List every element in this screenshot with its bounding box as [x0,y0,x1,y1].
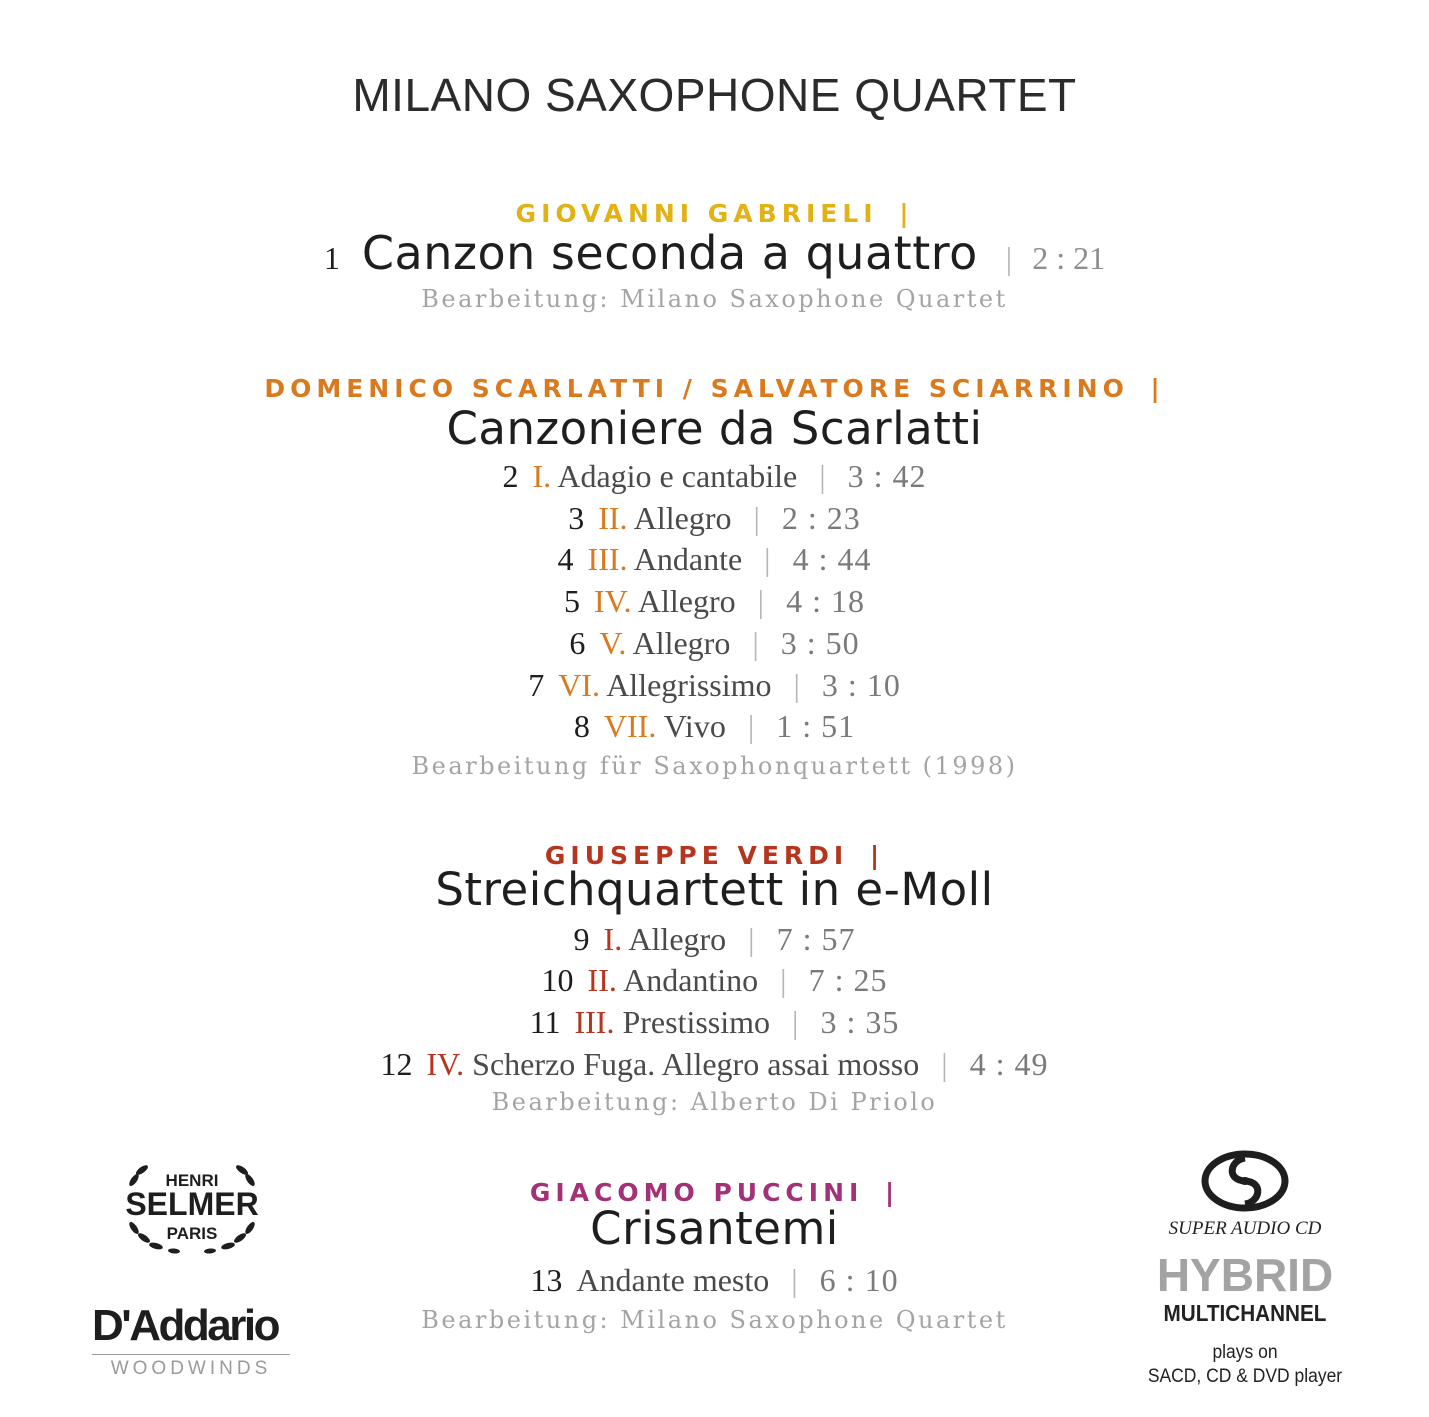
multichannel-label: MULTICHANNEL [1163,1300,1327,1326]
daddario-sub: WOODWINDS [92,1354,290,1380]
track-number: 7 [528,667,545,703]
track-title: Adagio e cantabile [557,458,798,494]
track-12 [0,1046,1429,1083]
track-10 [0,962,1429,999]
track-duration: 3 : 35 [820,1004,900,1040]
track-roman: III. [574,1004,615,1040]
track-number: 9 [573,921,590,957]
track-number: 11 [529,1004,561,1040]
track-3 [0,500,1429,537]
track-title: Canzon seconda a quattro [361,226,978,280]
track-11 [0,1004,1429,1041]
work-title-scarlatti: Canzoniere da Scarlatti [446,402,983,455]
track-separator: | [791,1262,798,1298]
composer-bar: | [1150,374,1165,403]
track-separator: | [819,458,826,494]
track-roman: II. [587,962,617,998]
composer-scarlatti-sciarrino [0,374,1429,403]
track-title: Andante mesto [576,1262,770,1298]
selmer-line2: SELMER [125,1186,259,1222]
track-separator: | [748,921,755,957]
track-duration: 7 : 57 [776,921,856,957]
track-separator: | [941,1046,948,1082]
track-number: 10 [541,962,574,998]
track-separator: | [757,583,765,619]
arrangement-puccini: Bearbeitung: Milano Saxophone Quartet [421,1306,1008,1334]
track-9 [0,921,1429,958]
track-number: 3 [568,500,585,536]
track-roman: II. [598,500,628,536]
track-duration: 6 : 10 [819,1262,899,1298]
album-title: MILANO SAXOPHONE QUARTET [352,69,1077,121]
track-duration: 3 : 50 [780,625,860,661]
composer-name: DOMENICO SCARLATTI / SALVATORE SCIARRINO [264,374,1129,403]
track-roman: I. [532,458,552,494]
track-duration: 1 : 51 [776,708,856,744]
composer-bar: | [885,1178,900,1207]
track-separator: | [752,625,759,661]
composer-name: GIOVANNI GABRIELI [515,199,878,228]
track-1 [0,226,1429,280]
track-separator: | [1005,240,1013,276]
laurel-wreath-icon [112,1150,272,1260]
selmer-line3: PARIS [166,1224,218,1243]
track-roman: I. [603,921,623,957]
track-duration: 3 : 42 [847,458,927,494]
track-title: Allegro [632,625,731,661]
track-number: 4 [557,541,574,577]
track-7 [0,667,1429,704]
composer-bar: | [869,841,885,870]
track-separator: | [747,708,755,744]
track-duration: 3 : 10 [821,667,901,703]
track-number: 5 [564,583,581,619]
track-title: Vivo [663,708,726,744]
track-8 [0,708,1429,745]
composer-name: GIACOMO PUCCINI [529,1178,864,1207]
track-roman: III. [587,541,628,577]
track-duration: 2 : 23 [781,500,861,536]
track-title: Andantino [623,962,759,998]
track-6 [0,625,1429,662]
track-number: 8 [573,708,590,744]
selmer-logo [112,1150,272,1260]
selmer-line1: HENRI [165,1171,219,1190]
arrangement-scarlatti: Bearbeitung für Saxophonquartett (1998) [411,752,1018,780]
track-title: Allegro [633,500,732,536]
track-5 [0,583,1429,620]
track-separator: | [793,667,800,703]
track-duration: 4 : 18 [786,583,865,619]
compatibility-line-2: SACD, CD & DVD player [1147,1366,1343,1387]
composer-bar: | [899,199,914,228]
track-separator: | [764,541,771,577]
track-roman: VII. [603,708,657,744]
track-duration: 2 : 21 [1032,240,1106,276]
track-roman: IV. [594,583,632,619]
daddario-wordmark: D'Addario [92,1301,278,1350]
sacd-label: SUPER AUDIO CD [1168,1218,1322,1239]
track-roman: V. [599,625,627,661]
daddario-logo [92,1300,297,1380]
track-title: Allegro [637,583,736,619]
track-title: Allegro [628,921,727,957]
track-duration: 7 : 25 [808,962,888,998]
track-number: 2 [502,458,519,494]
track-number: 13 [530,1262,563,1298]
track-separator: | [780,962,787,998]
arrangement-gabrieli: Bearbeitung: Milano Saxophone Quartet [421,285,1008,313]
track-separator: | [753,500,760,536]
hybrid-label: HYBRID [1156,1249,1334,1301]
track-2 [0,458,1429,495]
track-number: 12 [380,1046,413,1082]
track-title: Scherzo Fuga. Allegro assai mosso [472,1046,920,1082]
composer-gabrieli [0,199,1429,228]
sacd-disc-icon [1200,1150,1290,1212]
work-title-puccini: Crisantemi [590,1202,839,1255]
track-number: 6 [569,625,586,661]
track-title: Andante [633,541,743,577]
track-title: Prestissimo [622,1004,771,1040]
arrangement-verdi: Bearbeitung: Alberto Di Priolo [491,1088,938,1116]
work-title-verdi: Streichquartett in e-Moll [435,863,994,916]
compatibility-line-1: plays on [1212,1342,1278,1363]
track-title: Allegrissimo [606,667,772,703]
track-4 [0,541,1429,578]
track-number: 1 [323,240,340,276]
track-separator: | [792,1004,799,1040]
compatibility-note [1144,1341,1346,1389]
track-duration: 4 : 44 [792,541,872,577]
sacd-hybrid-logo [1135,1150,1355,1389]
track-roman: VI. [558,667,600,703]
composer-name: GIUSEPPE VERDI [544,841,849,870]
track-duration: 4 : 49 [969,1046,1049,1082]
track-roman: IV. [426,1046,465,1082]
